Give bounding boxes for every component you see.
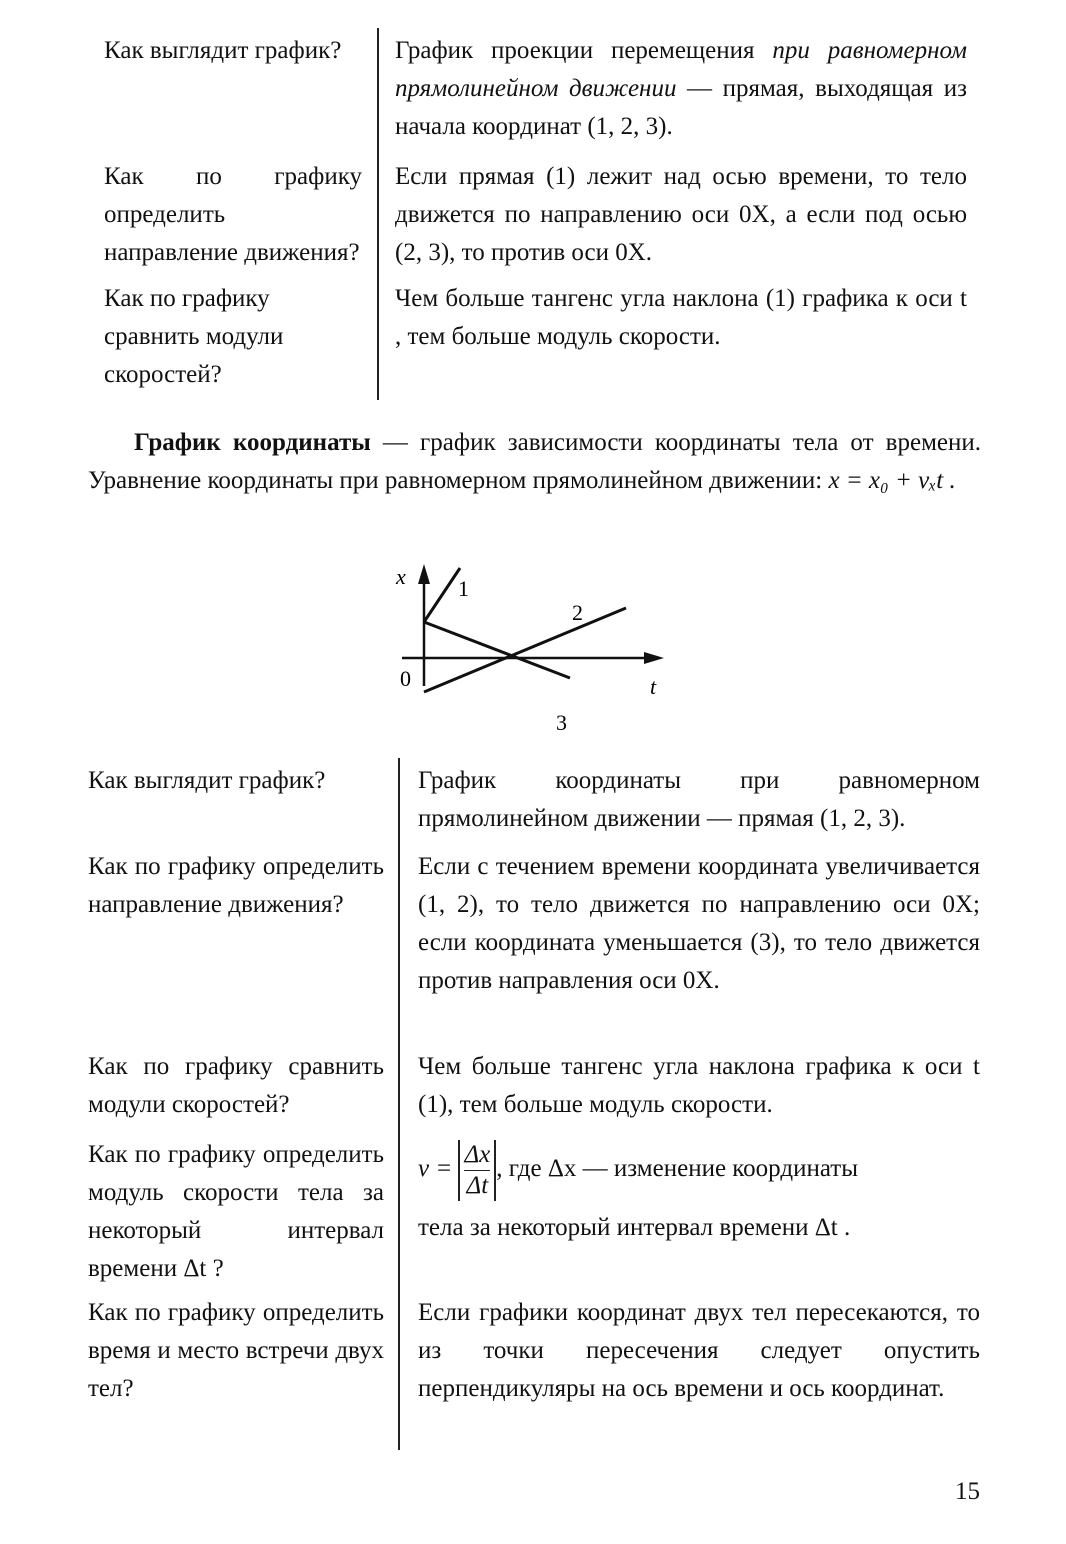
table1-question-2: Как по графику определить направление движения?	[104, 163, 362, 266]
line-label-2: 2	[572, 600, 583, 625]
table1-divider	[377, 28, 379, 400]
table2-answer-4: v = $\frac{\Delta x}{\Delta t}$ , где Δx — изменение координаты тела за некоторый интервал времени Δt .	[418, 1141, 858, 1241]
table1-question-3: Как по графику сравнить модули скоростей?	[104, 285, 284, 388]
table2-divider	[398, 758, 400, 1450]
table2-question-1: Как выглядит график?	[88, 767, 326, 794]
table1-question-1: Как выглядит график?	[104, 37, 342, 64]
table2-answer-3: Чем больше тангенс угла наклона графика к оси t (1), тем больше модуль скорости.	[418, 1053, 980, 1118]
velocity-fraction: $\frac{\Delta x}{\Delta t}$	[458, 1140, 496, 1201]
term-label: График координаты	[134, 429, 371, 456]
graph-line-3	[424, 622, 570, 678]
table2-question-5: Как по графику определить время и место встречи двух тел?	[88, 1299, 384, 1402]
table2-answer-2: Если с течением времени координата увеличивается (1, 2), то тело движется по направлению оси 0X; если координата уменьшается (3), то тело движется против направления оси 0X.	[418, 853, 980, 994]
graph-line-1	[424, 568, 460, 622]
table2-question-3: Как по графику сравнить модули скоростей?	[88, 1053, 384, 1118]
line-label-3: 3	[556, 710, 567, 735]
x-axis-label: t	[650, 674, 657, 699]
x-axis-arrow	[644, 652, 664, 664]
table1-answer-3: Чем больше тангенс угла наклона (1) графика к оси t , тем больше модуль скорости.	[395, 285, 967, 350]
coordinate-equation: x = x₀ + vₓt .	[828, 467, 956, 494]
graph-line-2	[424, 608, 626, 692]
table1-answer-1: График проекции перемещения при равномерном прямолинейном движении — прямая, выходящая из начала координат (1, 2, 3).	[395, 37, 967, 140]
intro-paragraph: График координаты — график зависимости координаты тела от времени. Уравнение координаты при равномерном прямолинейном движении: x = x₀ + vₓt .	[88, 429, 981, 494]
table2-question-4: Как по графику определить модуль скорости тела за некоторый интервал времени Δt ?	[88, 1141, 384, 1282]
table2-question-2: Как по графику определить направление движения?	[88, 853, 384, 918]
line-label-1: 1	[458, 576, 469, 601]
y-axis-arrow	[418, 564, 430, 584]
page-number: 15	[955, 1478, 980, 1505]
y-axis-label: x	[396, 564, 406, 589]
table1-answer-2: Если прямая (1) лежит над осью времени, то тело движется по направлению оси 0X, а если под осью (2, 3), то против оси 0X.	[395, 163, 967, 266]
origin-label: 0	[400, 666, 411, 691]
table2-answer-1: График координаты при равномерном прямолинейном движении — прямая (1, 2, 3).	[418, 767, 980, 832]
table2-answer-5: Если графики координат двух тел пересекаются, то из точки пересечения следует опустить перпендикуляры на ось времени и ось координат.	[418, 1299, 980, 1402]
coordinate-graph	[380, 556, 680, 746]
